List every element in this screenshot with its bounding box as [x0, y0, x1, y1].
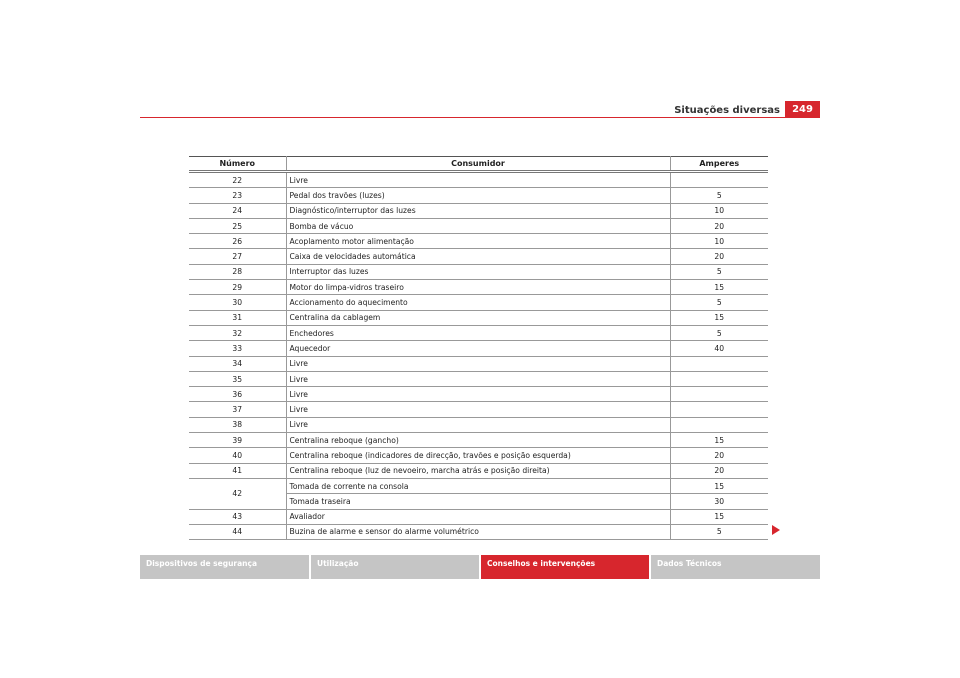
fuse-number: 27 — [189, 249, 286, 264]
consumer-name: Tomada de corrente na consola — [286, 478, 670, 493]
fuse-number: 35 — [189, 371, 286, 386]
fuse-number: 30 — [189, 295, 286, 310]
consumer-name: Pedal dos travões (luzes) — [286, 188, 670, 203]
table-row — [189, 280, 768, 295]
consumer-name: Livre — [286, 402, 670, 417]
tab-label: Dados Técnicos — [657, 559, 722, 568]
table-row — [189, 203, 768, 218]
amperage-value — [670, 387, 768, 402]
consumer-name: Centralina reboque (gancho) — [286, 433, 670, 448]
header-divider — [140, 117, 820, 118]
amperage-value: 5 — [670, 295, 768, 310]
table-row — [189, 249, 768, 264]
amperage-value: 15 — [670, 280, 768, 295]
section-title: Situações diversas — [674, 105, 780, 116]
amperage-value: 5 — [670, 188, 768, 203]
amperage-value — [670, 417, 768, 432]
amperage-value: 10 — [670, 234, 768, 249]
consumer-name: Diagnóstico/interruptor das luzes — [286, 203, 670, 218]
column-header-amperes: Amperes — [670, 157, 768, 172]
fuse-number: 28 — [189, 264, 286, 279]
consumer-name: Livre — [286, 387, 670, 402]
table-row — [189, 172, 768, 188]
consumer-name: Tomada traseira — [286, 494, 670, 509]
amperage-value — [670, 402, 768, 417]
tab-dispositivos-de-seguranca[interactable] — [140, 555, 309, 579]
amperage-value: 5 — [670, 524, 768, 539]
fuse-number: 38 — [189, 417, 286, 432]
amperage-value: 20 — [670, 463, 768, 478]
fuse-number: 24 — [189, 203, 286, 218]
fuse-number: 22 — [189, 172, 286, 188]
amperage-value: 10 — [670, 203, 768, 218]
table-row — [189, 325, 768, 340]
consumer-name: Livre — [286, 172, 670, 188]
consumer-name: Buzina de alarme e sensor do alarme volumétrico — [286, 524, 670, 539]
fuse-table — [189, 156, 768, 540]
consumer-name: Livre — [286, 371, 670, 386]
table-row — [189, 356, 768, 371]
consumer-name: Aquecedor — [286, 341, 670, 356]
tab-dados-tecnicos[interactable] — [651, 555, 820, 579]
consumer-name: Interruptor das luzes — [286, 264, 670, 279]
consumer-name: Accionamento do aquecimento — [286, 295, 670, 310]
amperage-value: 15 — [670, 478, 768, 493]
amperage-value: 20 — [670, 218, 768, 233]
table-row — [189, 310, 768, 325]
fuse-number: 36 — [189, 387, 286, 402]
table-row — [189, 448, 768, 463]
table-row — [189, 509, 768, 524]
consumer-name: Enchedores — [286, 325, 670, 340]
page-number: 249 — [785, 101, 820, 118]
fuse-number: 40 — [189, 448, 286, 463]
amperage-value: 5 — [670, 264, 768, 279]
tab-label: Dispositivos de segurança — [146, 559, 258, 568]
amperage-value: 20 — [670, 448, 768, 463]
fuse-number: 23 — [189, 188, 286, 203]
consumer-name: Bomba de vácuo — [286, 218, 670, 233]
table-row — [189, 341, 768, 356]
amperage-value: 15 — [670, 509, 768, 524]
fuse-number: 39 — [189, 433, 286, 448]
amperage-value — [670, 371, 768, 386]
footer-nav — [140, 555, 820, 579]
table-row — [189, 478, 768, 493]
column-header-consumer: Consumidor — [286, 157, 670, 172]
table-header-row — [189, 157, 768, 172]
amperage-value: 15 — [670, 433, 768, 448]
amperage-value: 20 — [670, 249, 768, 264]
consumer-name: Caixa de velocidades automática — [286, 249, 670, 264]
fuse-number: 32 — [189, 325, 286, 340]
arrow-right-icon[interactable] — [772, 525, 780, 535]
consumer-name: Avaliador — [286, 509, 670, 524]
fuse-number: 42 — [189, 478, 286, 509]
amperage-value: 30 — [670, 494, 768, 509]
table-row — [189, 234, 768, 249]
fuse-number: 33 — [189, 341, 286, 356]
amperage-value — [670, 172, 768, 188]
fuse-number: 31 — [189, 310, 286, 325]
consumer-name: Centralina da cablagem — [286, 310, 670, 325]
table-row — [189, 524, 768, 539]
consumer-name: Livre — [286, 417, 670, 432]
tab-label: Conselhos e intervenções — [487, 559, 596, 568]
table-row — [189, 402, 768, 417]
table-row — [189, 433, 768, 448]
table-row — [189, 387, 768, 402]
amperage-value: 15 — [670, 310, 768, 325]
consumer-name: Centralina reboque (indicadores de direcção, travões e posição esquerda) — [286, 448, 670, 463]
amperage-value — [670, 356, 768, 371]
fuse-number: 44 — [189, 524, 286, 539]
fuse-number: 26 — [189, 234, 286, 249]
table-row — [189, 295, 768, 310]
tab-conselhos-e-intervencoes[interactable] — [481, 555, 649, 579]
consumer-name: Acoplamento motor alimentação — [286, 234, 670, 249]
amperage-value: 5 — [670, 325, 768, 340]
table-row — [189, 463, 768, 478]
consumer-name: Centralina reboque (luz de nevoeiro, marcha atrás e posição direita) — [286, 463, 670, 478]
fuse-number: 29 — [189, 280, 286, 295]
tab-utilizacao[interactable] — [311, 555, 479, 579]
table-row — [189, 371, 768, 386]
table-row — [189, 264, 768, 279]
fuse-number: 43 — [189, 509, 286, 524]
column-header-number: Número — [189, 157, 286, 172]
table-row — [189, 188, 768, 203]
table-row — [189, 417, 768, 432]
fuse-number: 37 — [189, 402, 286, 417]
fuse-number: 41 — [189, 463, 286, 478]
fuse-number: 25 — [189, 218, 286, 233]
consumer-name: Livre — [286, 356, 670, 371]
consumer-name: Motor do limpa-vidros traseiro — [286, 280, 670, 295]
table-row — [189, 218, 768, 233]
fuse-number: 34 — [189, 356, 286, 371]
tab-label: Utilização — [317, 559, 359, 568]
amperage-value: 40 — [670, 341, 768, 356]
